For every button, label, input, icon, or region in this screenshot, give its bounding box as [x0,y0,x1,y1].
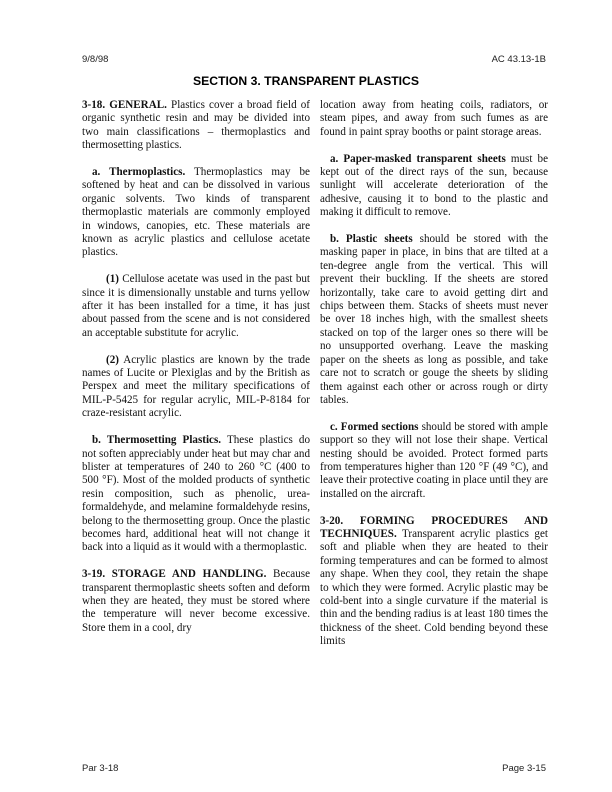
paragraph-thermoplastics [82,166,310,260]
paragraph-text: Thermoplastics may be softened by heat and can be dissolved in various organic solvents. Two kinds of transparent thermoplastic materials are commonly employed in windows, canopies, etc. These materials are known as acrylic plastics and cellulose acetate plastics. [82,166,310,259]
paragraph-heading: b. Thermosetting Plastics. [92,434,222,447]
paragraph-heading: 3-20. FORMING PROCEDURES AND TECHNIQUES. [320,514,548,540]
paragraph-text: location away from heating coils, radiators, or steam pipes, and away from such fumes as are found in paint spray booths or paint storage areas. [320,99,548,138]
paragraph-thermosetting-plastics [82,434,310,555]
paragraph-text: should be stored with the masking paper in place, in bins that are tilted at a ten-degree angle from the vertical. This will prevent their buckling. If the sheets are stored horizontally, take care to avoid getting dirt and chips between them. Stacks of sheets must never be over 18 inches high, with the smallest sheets stacked on top of the larger ones so there will be no unsupported overhang. Leave the masking paper on the sheets as long as possible, and take care not to scratch or gouge the sheets by sliding them against each other or across rough or dirty tables. [320,233,548,406]
paragraph-acrylic-plastics [82,354,310,421]
left-column [82,99,310,649]
paragraph-text: Plastics cover a broad field of organic synthetic resin and may be divided into two main classifications – thermoplastics and thermosetting plastics. [82,99,310,152]
paragraph-text: Transparent acrylic plastics get soft and pliable when they are heated to their forming temperatures and can be formed to almost any shape. When they cool, they retain the shape to which they were formed. Acrylic plastic may be cold-bent into a single curvature if the material is thin and the bending radius is at least 180 times the thickness of the sheet. Cold bending beyond these limits [320,527,548,648]
paragraph-heading: 3-19. STORAGE AND HANDLING. [82,568,267,581]
paragraph-formed-sections [320,421,548,501]
header-doc-id: AC 43.13-1B [491,54,546,65]
paragraph-heading: c. Formed sections [330,420,419,433]
paragraph-text: Acrylic plastics are known by the trade names of Lucite or Plexiglas and by the British as Perspex and meet the military specifications of MIL-P-5425 for regular acrylic, MIL-P-8184 for craze-resistant acrylic. [82,353,310,420]
paragraph-text: Cellulose acetate was used in the past but since it is dimensionally unstable and turns yellow after it has been installed for a time, it has just about passed from the scene and is not considered an acceptable substitute for acrylic. [82,273,310,339]
header-date: 9/8/98 [82,54,109,65]
footer-paragraph-ref: Par 3-18 [82,763,119,774]
paragraph-text: should be stored with ample support so they will not lose their shape. Vertical nesting should be avoided. Protect formed parts from temperatures higher than 120 °F (49 °C), and leave their protective coating in place until they are installed on the aircraft. [320,420,548,500]
paragraph-storage-continued [320,99,548,139]
paragraph-heading: a. Paper-masked transparent sheets [330,152,506,165]
paragraph-heading: a. Thermoplastics. [92,166,186,179]
paragraph-heading: 3-18. GENERAL. [82,99,167,111]
paragraph-cellulose-acetate [82,273,310,340]
paragraph-heading: b. Plastic sheets [330,233,413,246]
paragraph-plastic-sheets [320,233,548,407]
paragraph-3-20-forming [320,515,548,649]
paragraph-heading: (1) [106,273,119,286]
paragraph-text: Because transparent thermoplastic sheets soften and deform when they are heated, they must be stored where the temperature will never become excessive. Store them in a cool, dry [82,568,310,634]
paragraph-3-18-general [82,99,310,153]
right-column [320,99,548,662]
paragraph-paper-masked-sheets [320,153,548,220]
footer-page-number: Page 3-15 [502,763,546,774]
paragraph-text: must be kept out of the direct rays of the sun, because sunlight will accelerate deterioration of the adhesive, causing it to bond to the plastic and making it difficult to remove. [320,152,548,219]
paragraph-3-19-storage [82,568,310,635]
paragraph-heading: (2) [106,353,119,366]
paragraph-text: These plastics do not soften appreciably under heat but may char and blister at temperatures of 240 to 260 °C (400 to 500 °F). Most of the molded products of synthetic resin composition, such as phenolic, urea-formaldehyde, and melamine formaldehyde resins, belong to the thermosetting group. Once the plastic becomes hard, additional heat will not change it back into a liquid as it would with a thermoplastic. [82,434,311,554]
section-title: SECTION 3. TRANSPARENT PLASTICS [193,74,419,88]
